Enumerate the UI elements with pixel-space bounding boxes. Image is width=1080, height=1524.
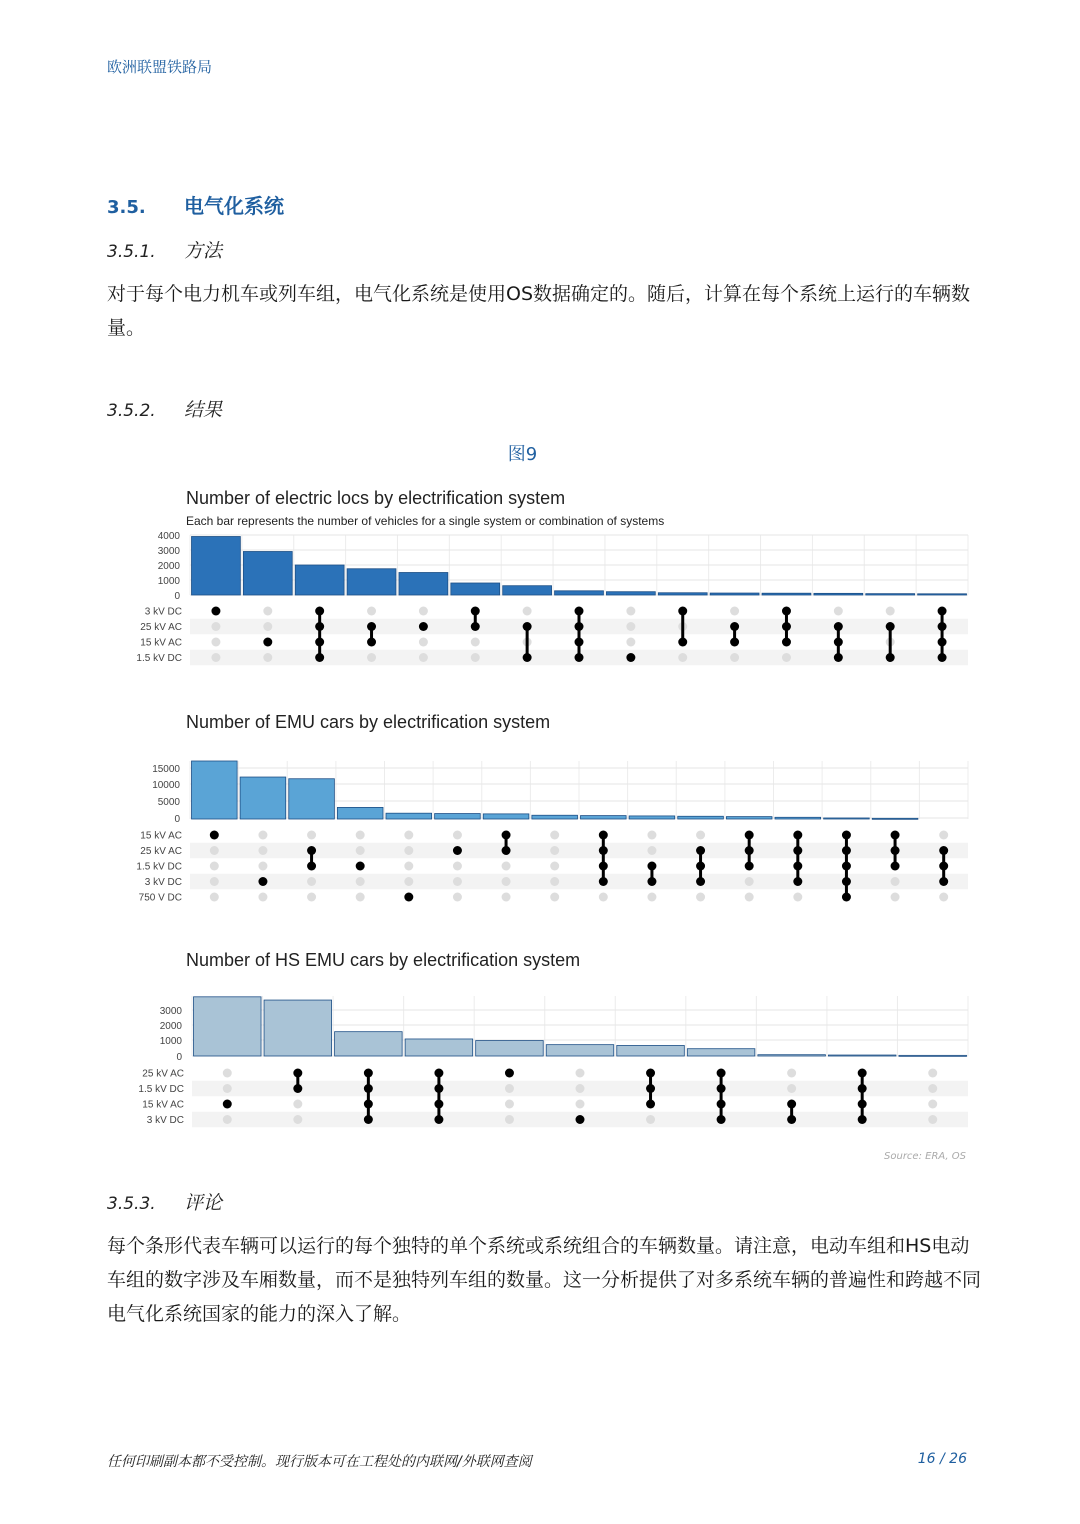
matrix-dot-active <box>505 1069 514 1078</box>
matrix-dot-inactive <box>696 893 705 902</box>
matrix-dot-active <box>575 638 584 647</box>
matrix-dot-active <box>858 1115 867 1124</box>
bar <box>555 591 604 595</box>
bar <box>687 1049 755 1056</box>
chart-title: Number of HS EMU cars by electrification system <box>186 950 581 970</box>
document-header: 欧洲联盟铁路局 <box>107 58 213 76</box>
matrix-dot-inactive <box>258 893 267 902</box>
matrix-dot-inactive <box>886 607 895 616</box>
matrix-dot-inactive <box>891 877 900 886</box>
matrix-dot-active <box>599 862 608 871</box>
matrix-dot-active <box>211 607 220 616</box>
matrix-dot-inactive <box>210 846 219 855</box>
matrix-dot-active <box>364 1084 373 1093</box>
set-label: 25 kV AC <box>142 1068 184 1080</box>
matrix-dot-active <box>787 1115 796 1124</box>
set-label: 15 kV AC <box>142 1099 184 1111</box>
bar <box>435 814 481 819</box>
set-label: 15 kV AC <box>140 637 182 649</box>
bar <box>347 569 396 595</box>
bar <box>658 593 707 595</box>
subsection-title: 评论 <box>184 1192 223 1214</box>
matrix-dot-inactive <box>626 638 635 647</box>
subsection-number: 3.5.3. <box>107 1194 156 1214</box>
bar <box>295 565 344 595</box>
matrix-dot-inactive <box>834 607 843 616</box>
matrix-dot-inactive <box>745 893 754 902</box>
matrix-dot-inactive <box>293 1100 302 1109</box>
matrix-dot-active <box>938 653 947 662</box>
matrix-dot-inactive <box>928 1115 937 1124</box>
subsection-comment-heading <box>107 1188 222 1215</box>
matrix-dot-active <box>434 1084 443 1093</box>
matrix-dot-active <box>782 638 791 647</box>
matrix-dot-active <box>356 862 365 871</box>
matrix-dot-active <box>434 1069 443 1078</box>
matrix-dot-active <box>717 1069 726 1078</box>
matrix-dot-active <box>502 846 511 855</box>
matrix-dot-active <box>453 846 462 855</box>
y-tick-label: 0 <box>174 814 180 825</box>
matrix-dot-inactive <box>404 862 413 871</box>
matrix-dot-inactive <box>258 831 267 840</box>
matrix-dot-inactive <box>263 653 272 662</box>
matrix-dot-inactive <box>223 1115 232 1124</box>
section-heading <box>107 190 284 219</box>
matrix-dot-inactive <box>356 893 365 902</box>
matrix-dot-active <box>647 877 656 886</box>
bar <box>243 552 292 596</box>
bar <box>503 586 552 595</box>
matrix-dot-active <box>730 622 739 631</box>
matrix-dot-active <box>646 1100 655 1109</box>
subsection-method-heading <box>107 236 222 263</box>
y-tick-label: 2000 <box>157 561 180 572</box>
matrix-dot-active <box>717 1084 726 1093</box>
matrix-dot-active <box>793 831 802 840</box>
matrix-dot-active <box>258 877 267 886</box>
set-label: 750 V DC <box>138 892 182 904</box>
matrix-dot-inactive <box>293 1115 302 1124</box>
matrix-dot-active <box>364 1115 373 1124</box>
matrix-dot-inactive <box>782 653 791 662</box>
chart-emu-cars <box>120 706 980 911</box>
set-label: 3 kV DC <box>144 877 182 888</box>
matrix-dot-inactive <box>939 893 948 902</box>
y-tick-label: 0 <box>176 1052 182 1063</box>
subsection-title: 方法 <box>184 240 223 262</box>
matrix-dot-inactive <box>678 653 687 662</box>
matrix-dot-inactive <box>471 638 480 647</box>
matrix-dot-active <box>307 846 316 855</box>
matrix-dot-active <box>599 831 608 840</box>
set-label: 3 kV DC <box>144 606 182 618</box>
bar <box>678 816 724 819</box>
matrix-dot-inactive <box>258 846 267 855</box>
matrix-dot-inactive <box>626 622 635 631</box>
matrix-dot-active <box>787 1100 796 1109</box>
matrix-dot-inactive <box>367 653 376 662</box>
matrix-dot-inactive <box>453 831 462 840</box>
matrix-dot-active <box>793 846 802 855</box>
matrix-dot-active <box>315 653 324 662</box>
matrix-row-band <box>190 874 968 890</box>
y-tick-label: 1000 <box>157 576 180 587</box>
matrix-dot-active <box>575 653 584 662</box>
matrix-dot-active <box>575 607 584 616</box>
subsection-title: 结果 <box>184 399 223 421</box>
page-number: 16 / 26 <box>917 1451 967 1467</box>
bar <box>581 816 627 819</box>
bar <box>194 997 262 1056</box>
matrix-dot-active <box>782 607 791 616</box>
matrix-dot-inactive <box>928 1069 937 1078</box>
bar <box>289 779 335 819</box>
section-number: 3.5. <box>107 197 146 218</box>
matrix-dot-active <box>263 638 272 647</box>
matrix-dot-active <box>891 862 900 871</box>
matrix-row-band <box>190 843 968 859</box>
matrix-dot-inactive <box>787 1084 796 1093</box>
matrix-dot-inactive <box>550 893 559 902</box>
matrix-dot-active <box>858 1069 867 1078</box>
bar <box>762 593 811 595</box>
matrix-dot-active <box>939 846 948 855</box>
set-label: 15 kV AC <box>140 830 182 842</box>
chart-subtitle: Each bar represents the number of vehicles for a single system or combination of systems <box>186 514 665 528</box>
matrix-dot-active <box>293 1084 302 1093</box>
matrix-dot-active <box>367 638 376 647</box>
matrix-dot-active <box>717 1100 726 1109</box>
matrix-dot-inactive <box>211 622 220 631</box>
matrix-dot-inactive <box>647 893 656 902</box>
matrix-dot-inactive <box>505 1084 514 1093</box>
matrix-dot-inactive <box>453 862 462 871</box>
matrix-dot-inactive <box>599 893 608 902</box>
matrix-dot-inactive <box>730 607 739 616</box>
matrix-dot-inactive <box>307 893 316 902</box>
matrix-dot-active <box>938 622 947 631</box>
matrix-dot-active <box>842 877 851 886</box>
matrix-dot-active <box>938 607 947 616</box>
subsection-results-heading <box>107 395 222 422</box>
matrix-dot-inactive <box>210 877 219 886</box>
chart-title: Number of electric locs by electrification system <box>186 488 566 508</box>
matrix-dot-inactive <box>745 877 754 886</box>
y-tick-label: 2000 <box>159 1021 182 1032</box>
bar <box>532 815 578 819</box>
bar <box>828 1055 896 1056</box>
matrix-dot-inactive <box>576 1100 585 1109</box>
matrix-dot-inactive <box>505 1115 514 1124</box>
matrix-dot-active <box>782 622 791 631</box>
matrix-dot-inactive <box>404 831 413 840</box>
matrix-dot-inactive <box>647 831 656 840</box>
matrix-dot-active <box>842 893 851 902</box>
matrix-dot-inactive <box>505 1100 514 1109</box>
matrix-dot-inactive <box>356 846 365 855</box>
bar <box>546 1045 614 1056</box>
matrix-dot-active <box>745 862 754 871</box>
matrix-dot-inactive <box>453 893 462 902</box>
subsection-number: 3.5.2. <box>107 401 156 421</box>
set-label: 25 kV AC <box>140 622 182 633</box>
matrix-dot-inactive <box>647 846 656 855</box>
y-tick-label: 3000 <box>157 546 180 557</box>
bar <box>872 818 918 819</box>
matrix-dot-active <box>834 622 843 631</box>
matrix-dot-active <box>315 607 324 616</box>
matrix-dot-active <box>364 1100 373 1109</box>
matrix-dot-active <box>696 877 705 886</box>
matrix-dot-active <box>315 638 324 647</box>
matrix-dot-active <box>315 622 324 631</box>
bar <box>866 594 915 595</box>
matrix-dot-active <box>223 1100 232 1109</box>
matrix-dot-inactive <box>356 877 365 886</box>
matrix-dot-inactive <box>258 862 267 871</box>
matrix-dot-active <box>886 622 895 631</box>
matrix-dot-active <box>599 877 608 886</box>
matrix-dot-active <box>696 862 705 871</box>
matrix-dot-active <box>210 831 219 840</box>
matrix-dot-active <box>939 862 948 871</box>
matrix-dot-active <box>419 622 428 631</box>
matrix-dot-active <box>434 1100 443 1109</box>
matrix-dot-active <box>886 653 895 662</box>
bar <box>476 1041 544 1056</box>
y-tick-label: 4000 <box>157 531 180 542</box>
matrix-dot-inactive <box>928 1100 937 1109</box>
matrix-dot-inactive <box>730 653 739 662</box>
matrix-dot-inactive <box>307 831 316 840</box>
matrix-dot-inactive <box>550 877 559 886</box>
bar <box>606 592 655 595</box>
matrix-dot-active <box>834 653 843 662</box>
bar <box>483 814 529 819</box>
matrix-dot-active <box>745 846 754 855</box>
matrix-dot-inactive <box>523 607 532 616</box>
matrix-dot-active <box>599 846 608 855</box>
matrix-dot-inactive <box>576 1069 585 1078</box>
matrix-dot-inactive <box>419 653 428 662</box>
matrix-dot-inactive <box>502 893 511 902</box>
matrix-dot-active <box>523 653 532 662</box>
matrix-dot-inactive <box>223 1069 232 1078</box>
matrix-dot-active <box>842 862 851 871</box>
matrix-dot-active <box>576 1115 585 1124</box>
chart-hs-emu-cars <box>120 944 980 1134</box>
matrix-dot-inactive <box>891 893 900 902</box>
matrix-dot-active <box>471 607 480 616</box>
matrix-dot-inactive <box>404 846 413 855</box>
chart-title: Number of EMU cars by electrification system <box>186 712 551 732</box>
set-label: 1.5 kV DC <box>136 861 182 873</box>
matrix-dot-active <box>730 638 739 647</box>
matrix-dot-inactive <box>793 893 802 902</box>
matrix-dot-inactive <box>211 638 220 647</box>
matrix-dot-active <box>858 1084 867 1093</box>
y-tick-label: 15000 <box>152 764 180 775</box>
y-tick-label: 0 <box>174 591 180 602</box>
matrix-dot-inactive <box>307 877 316 886</box>
matrix-dot-active <box>364 1069 373 1078</box>
matrix-dot-inactive <box>419 607 428 616</box>
y-tick-label: 5000 <box>157 797 180 808</box>
bar <box>405 1039 473 1056</box>
bar <box>386 813 432 819</box>
matrix-dot-inactive <box>787 1069 796 1078</box>
matrix-dot-active <box>745 831 754 840</box>
matrix-dot-active <box>502 831 511 840</box>
bar <box>824 818 870 819</box>
matrix-dot-active <box>404 893 413 902</box>
footer-note: 任何印刷副本都不受控制。现行版本可在工程处的内联网/外联网查阅 <box>107 1454 532 1470</box>
bar <box>899 1055 967 1056</box>
matrix-dot-active <box>307 862 316 871</box>
matrix-dot-active <box>626 653 635 662</box>
matrix-dot-active <box>793 862 802 871</box>
set-label: 3 kV DC <box>146 1115 184 1126</box>
matrix-dot-inactive <box>453 877 462 886</box>
bar <box>617 1045 685 1056</box>
matrix-dot-active <box>842 846 851 855</box>
matrix-dot-active <box>834 638 843 647</box>
matrix-dot-active <box>647 862 656 871</box>
matrix-dot-active <box>793 877 802 886</box>
comment-paragraph: 每个条形代表车辆可以运行的每个独特的单个系统或系统组合的车辆数量。请注意，电动车组和HS电动车组的数字涉及车厢数量，而不是独特列车组的数量。这一分析提供了对多系统车辆的普遍性和跨越不同电气化系统国家的能力的深入了解。 <box>107 1235 982 1325</box>
bar <box>629 816 675 819</box>
matrix-dot-inactive <box>263 622 272 631</box>
matrix-dot-active <box>575 622 584 631</box>
matrix-dot-inactive <box>356 831 365 840</box>
bar <box>240 777 286 819</box>
matrix-dot-active <box>471 622 480 631</box>
matrix-dot-inactive <box>696 831 705 840</box>
matrix-dot-inactive <box>223 1084 232 1093</box>
bar <box>451 583 500 595</box>
matrix-dot-inactive <box>576 1084 585 1093</box>
bar <box>918 594 967 595</box>
matrix-dot-inactive <box>419 638 428 647</box>
matrix-dot-active <box>939 877 948 886</box>
matrix-dot-active <box>891 831 900 840</box>
bar <box>192 761 238 819</box>
matrix-dot-active <box>367 622 376 631</box>
matrix-dot-inactive <box>550 862 559 871</box>
matrix-dot-active <box>696 846 705 855</box>
subsection-number: 3.5.1. <box>107 242 156 262</box>
matrix-dot-inactive <box>404 877 413 886</box>
method-paragraph: 对于每个电力机车或列车组，电气化系统是使用OS数据确定的。随后，计算在每个系统上运行的车辆数量。 <box>107 283 971 339</box>
bar <box>726 817 772 819</box>
bar <box>814 593 863 595</box>
matrix-dot-inactive <box>939 831 948 840</box>
bar <box>192 537 241 596</box>
bar <box>710 593 759 595</box>
set-label: 1.5 kV DC <box>136 653 182 664</box>
bar <box>337 807 383 819</box>
section-title: 电气化系统 <box>184 194 284 218</box>
set-label: 1.5 kV DC <box>138 1084 184 1095</box>
matrix-dot-active <box>646 1069 655 1078</box>
set-label: 25 kV AC <box>140 846 182 857</box>
chart-source: Source: ERA, OS <box>884 1151 966 1162</box>
matrix-dot-inactive <box>646 1115 655 1124</box>
matrix-dot-inactive <box>471 653 480 662</box>
bar <box>264 1000 332 1056</box>
matrix-dot-active <box>842 831 851 840</box>
matrix-dot-active <box>646 1084 655 1093</box>
bar <box>335 1032 403 1056</box>
matrix-dot-active <box>678 607 687 616</box>
matrix-dot-inactive <box>502 862 511 871</box>
y-tick-label: 1000 <box>159 1036 182 1047</box>
matrix-dot-inactive <box>550 846 559 855</box>
bar <box>399 573 448 596</box>
matrix-dot-active <box>678 638 687 647</box>
bar <box>775 817 821 819</box>
matrix-dot-inactive <box>263 607 272 616</box>
matrix-dot-inactive <box>210 862 219 871</box>
matrix-dot-active <box>293 1069 302 1078</box>
matrix-dot-active <box>891 846 900 855</box>
matrix-dot-active <box>523 622 532 631</box>
matrix-dot-active <box>717 1115 726 1124</box>
matrix-dot-inactive <box>928 1084 937 1093</box>
y-tick-label: 10000 <box>152 780 180 791</box>
matrix-dot-inactive <box>626 607 635 616</box>
chart-electric-locs <box>120 482 980 677</box>
matrix-dot-inactive <box>367 607 376 616</box>
matrix-dot-inactive <box>502 877 511 886</box>
y-tick-label: 3000 <box>159 1006 182 1017</box>
matrix-dot-inactive <box>210 893 219 902</box>
matrix-dot-active <box>858 1100 867 1109</box>
figure-caption: 图9 <box>507 444 538 465</box>
matrix-dot-active <box>938 638 947 647</box>
matrix-dot-active <box>434 1115 443 1124</box>
matrix-dot-inactive <box>211 653 220 662</box>
matrix-dot-inactive <box>550 831 559 840</box>
bar <box>758 1055 826 1056</box>
